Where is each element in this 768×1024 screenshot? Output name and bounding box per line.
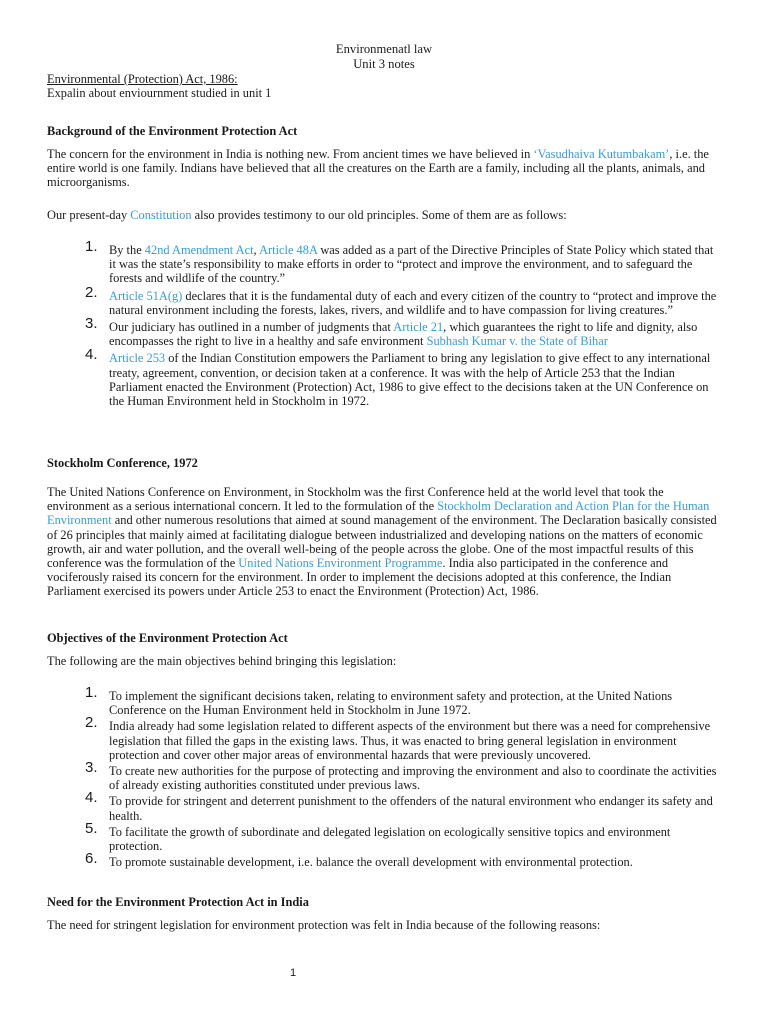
link-constitution[interactable]: Constitution bbox=[130, 208, 192, 222]
list-item bbox=[47, 819, 723, 854]
text-run: declares that it is the fundamental duty of each and every citizen of the country to “protect and improve the natural environment including the forests, lakes, rivers, and wildlife and to have compassion for living creatures.” bbox=[109, 288, 717, 317]
list-number: 2. bbox=[85, 714, 98, 732]
link-article-48a[interactable]: Article 48A bbox=[259, 243, 318, 257]
link-vasudhaiva[interactable]: ‘Vasudhaiva Kutumbakam’ bbox=[533, 147, 670, 161]
text-run: was added as a part of the Directive Principles of State Policy which stated that it was the state’s responsibility to make efforts in order to “protect and improve the environment, and to safeguard the forests and wildlife of the country.” bbox=[109, 243, 714, 286]
list-text: To promote sustainable development, i.e. balance the overall development with environmental protection. bbox=[109, 855, 633, 870]
list-number: 3. bbox=[85, 315, 98, 333]
text-run: Our present-day bbox=[47, 208, 131, 222]
text-run: of the Indian Constitution empowers the Parliament to bring any legislation to give effect to any international treaty, agreement, convention, or decision taken at a conference. It was with the help of Article 253 that the Indian Parliament enacted the Environment (Protection) Act, 1986 to give effect to the decisions taken at the UN Conference on the Human Environment held in Stockholm in 1972. bbox=[109, 351, 711, 409]
list-item bbox=[47, 714, 723, 762]
stockholm-paragraph bbox=[47, 485, 723, 599]
objectives-heading: Objectives of the Environment Protection Act bbox=[47, 631, 288, 645]
list-text: To facilitate the growth of subordinate and delegated legislation on ecologically sensitive topics and environment protection. bbox=[109, 824, 671, 854]
link-subhash-kumar[interactable]: Subhash Kumar v. the State of Bihar bbox=[426, 334, 608, 349]
page-number: 1 bbox=[290, 967, 297, 979]
list-text: India already had some legislation related to different aspects of the environment but there was a need for comprehensive legislation that filled the gaps in the existing laws. Thus, it was enacted to bring general legislation in environment protection and cover other major areas of environmental hazards that were previously uncovered. bbox=[109, 719, 711, 762]
list-number: 5. bbox=[85, 819, 98, 837]
list-item bbox=[47, 850, 723, 870]
list-number: 4. bbox=[85, 789, 98, 807]
link-article-51a[interactable]: Article 51A(g) bbox=[109, 288, 183, 303]
list-item bbox=[47, 759, 723, 793]
text-run: , i.e. the entire world is one family. Indians have believed that all the creatures on the Earth are a family, including all the plants, animals, and microorganisms. bbox=[47, 147, 709, 190]
background-paragraph-2 bbox=[47, 208, 723, 222]
link-42nd-amendment[interactable]: 42nd Amendment Act bbox=[144, 243, 254, 257]
objectives-list bbox=[47, 684, 723, 870]
list-item bbox=[47, 346, 723, 409]
link-unep[interactable]: United Nations Environment Programme bbox=[238, 556, 443, 571]
background-paragraph-1 bbox=[47, 147, 723, 190]
document-title bbox=[0, 42, 768, 72]
background-list bbox=[47, 238, 723, 409]
list-item bbox=[47, 315, 723, 349]
stockholm-heading: Stockholm Conference, 1972 bbox=[47, 456, 198, 470]
title-line-2: Unit 3 notes bbox=[353, 57, 415, 71]
list-item bbox=[47, 684, 723, 718]
list-text: To create new authorities for the purpose of protecting and improving the environment and also to coordinate the activities of already existing authorities constituted under previous laws. bbox=[109, 764, 717, 793]
list-item bbox=[47, 238, 723, 286]
title-line-1: Environmenatl law bbox=[335, 42, 433, 56]
text-run: also provides testimony to our old principles. Some of them are as follows: bbox=[191, 208, 567, 222]
text-run: By the bbox=[109, 243, 145, 257]
objectives-intro: The following are the main objectives behind bringing this legislation: bbox=[47, 654, 397, 668]
text-run: The United Nations Conference on Environment, in Stockholm was the first Conference held at the world level that took the environment as a serious international concern. It led to the formulation of the bbox=[47, 485, 664, 514]
link-article-253[interactable]: Article 253 bbox=[109, 351, 166, 366]
question-line: Expalin about enviournment studied in unit 1 bbox=[47, 86, 272, 101]
text-run: , which guarantees the right to life and dignity, also encompasses the right to live in a healthy and safe environment bbox=[109, 320, 698, 349]
list-item bbox=[47, 283, 723, 317]
act-title: Environmental (Protection) Act, 1986: bbox=[47, 72, 238, 86]
link-stockholm-declaration[interactable]: Stockholm Declaration and Action Plan for the Human Environment bbox=[47, 499, 710, 528]
intro-block bbox=[47, 72, 723, 100]
list-number: 4. bbox=[85, 346, 98, 364]
list-text: To provide for stringent and deterrent punishment to the offenders of the natural environment who endanger its safety and health. bbox=[109, 794, 713, 823]
background-heading: Background of the Environment Protection Act bbox=[47, 124, 298, 138]
link-article-21[interactable]: Article 21 bbox=[393, 320, 444, 335]
need-intro: The need for stringent legislation for environment protection was felt in India because of the following reasons: bbox=[47, 918, 601, 932]
list-number: 1. bbox=[85, 238, 98, 255]
text-run: and other numerous resolutions that aimed at sound management of the environment. The Declaration basically consisted of 26 principles that mainly aimed at facilitating dialogue between industrialized and developing nations on the matters of economic growth, air and water pollution, and the overall well-being of the people across the globe. One of the most impactful results of this conference was the formulation of the bbox=[47, 513, 717, 571]
list-number: 6. bbox=[85, 850, 98, 868]
text-run: The concern for the environment in India is nothing new. From ancient times we have believed in bbox=[47, 147, 534, 161]
text-run: , bbox=[253, 243, 260, 257]
list-number: 1. bbox=[85, 684, 98, 701]
text-run: . India also participated in the conference and vociferously raised its concern for the environment. In order to implement the decisions adopted at this conference, the Indian Parliament exercised its powers under Article 253 to enact the Environment (Protection) Act, 1986. bbox=[47, 556, 672, 599]
list-number: 3. bbox=[85, 759, 98, 777]
list-item bbox=[47, 789, 723, 823]
need-heading: Need for the Environment Protection Act in India bbox=[47, 895, 309, 909]
text-run: Our judiciary has outlined in a number of judgments that bbox=[109, 320, 394, 335]
list-text: To implement the significant decisions taken, relating to environment safety and protection, at the United Nations Conference on the Human Environment held in Stockholm in June 1972. bbox=[109, 689, 673, 718]
list-number: 2. bbox=[85, 283, 98, 301]
